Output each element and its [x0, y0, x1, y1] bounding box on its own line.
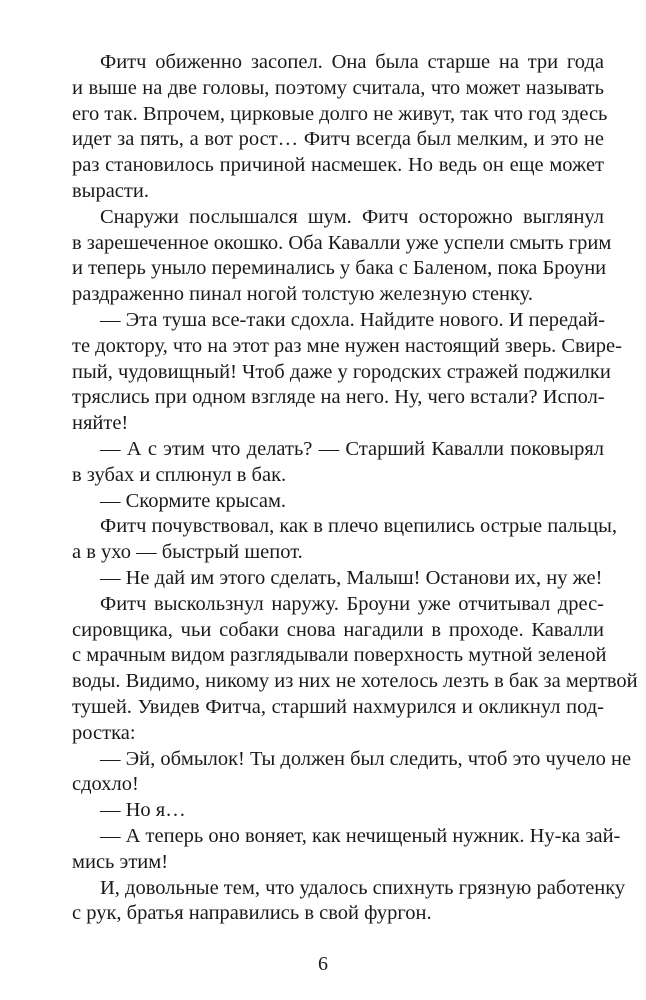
text-line: и выше на две головы, поэтому считала, что может называть: [72, 76, 604, 99]
text-line: — А с этим что делать? — Старший Кавалли поковырял: [100, 437, 604, 460]
paragraph: [72, 514, 617, 566]
text-line: сировщика, чьи собаки снова нагадили в проходе. Кавалли: [72, 618, 604, 641]
text-line: а в ухо — быстрый шепот.: [72, 541, 303, 564]
text-line: с мрачным видом разглядывали поверхность мутной зеленой: [72, 644, 607, 667]
text-line: няйте!: [72, 412, 129, 435]
text-line: воды. Видимо, никому из них не хотелось лезть в бак за мертвой: [72, 670, 638, 693]
text-line: — Эта туша все-таки сдохла. Найдите нового. И передай-: [100, 308, 606, 331]
text-line: идет за пять, а вот рост… Фитч всегда был мелким, и это не: [72, 128, 604, 151]
text-line: и теперь уныло переминались у бака с Баленом, пока Броуни: [72, 257, 607, 280]
text-line: Фитч почувствовал, как в плечо вцепились острые пальцы,: [100, 515, 617, 538]
text-line: те доктору, что на этот раз мне нужен настоящий зверь. Свире-: [72, 334, 622, 357]
page-text: [72, 50, 638, 927]
text-line: в зарешеченное окошко. Оба Кавалли уже успели смыть грим: [72, 231, 612, 254]
text-line: тряслись при одном взгляде на него. Ну, чего встали? Испол-: [72, 386, 605, 409]
text-line: его так. Впрочем, цирковые долго не живут, так что год здесь: [72, 102, 608, 125]
text-line: Фитч выскользнул наружу. Броуни уже отчитывал дрес-: [100, 592, 604, 615]
text-line: Фитч обиженно засопел. Она была старше на три года: [100, 51, 604, 73]
paragraph: [72, 876, 626, 928]
text-line: с рук, братья направились в свой фургон.: [72, 902, 432, 925]
text-line: — Не дай им этого сделать, Малыш! Останови их, ну же!: [100, 566, 603, 589]
paragraph: [72, 566, 604, 592]
text-line: ростка:: [72, 721, 136, 744]
text-line: — Но я…: [100, 799, 186, 822]
text-line: в зубах и сплюнул в бак.: [72, 463, 287, 486]
text-line: И, довольные тем, что удалось спихнуть грязную работенку: [100, 876, 626, 899]
text-line: пый, чудовищный! Чтоб даже у городских стражей поджилки: [72, 360, 611, 383]
page-number: 6: [318, 953, 328, 975]
text-line: вырасти.: [72, 179, 149, 202]
text-line: тушей. Увидев Фитча, старший нахмурился и окликнул под-: [72, 695, 604, 718]
paragraph: [72, 205, 612, 308]
paragraph: [72, 592, 638, 747]
paragraph: [72, 437, 604, 489]
text-line: — Эй, обмылок! Ты должен был следить, чтоб это чучело не: [100, 747, 632, 770]
paragraph: [72, 489, 604, 515]
paragraph: [72, 824, 621, 876]
text-line: — Скормите крысам.: [100, 489, 287, 512]
paragraph: [72, 798, 604, 824]
text-line: — А теперь оно воняет, как нечищеный нужник. Ну-ка зай-: [100, 824, 621, 847]
text-line: мись этим!: [72, 850, 169, 873]
paragraph: [72, 308, 622, 437]
text-line: раз становилось причиной насмешек. Но ведь он еще может: [72, 154, 604, 177]
paragraph: [72, 50, 608, 205]
paragraph: [72, 747, 632, 799]
text-line: раздраженно пинал ногой толстую железную стенку.: [72, 283, 533, 306]
text-line: сдохло!: [72, 773, 139, 796]
text-line: Снаружи послышался шум. Фитч осторожно выглянул: [100, 205, 604, 228]
